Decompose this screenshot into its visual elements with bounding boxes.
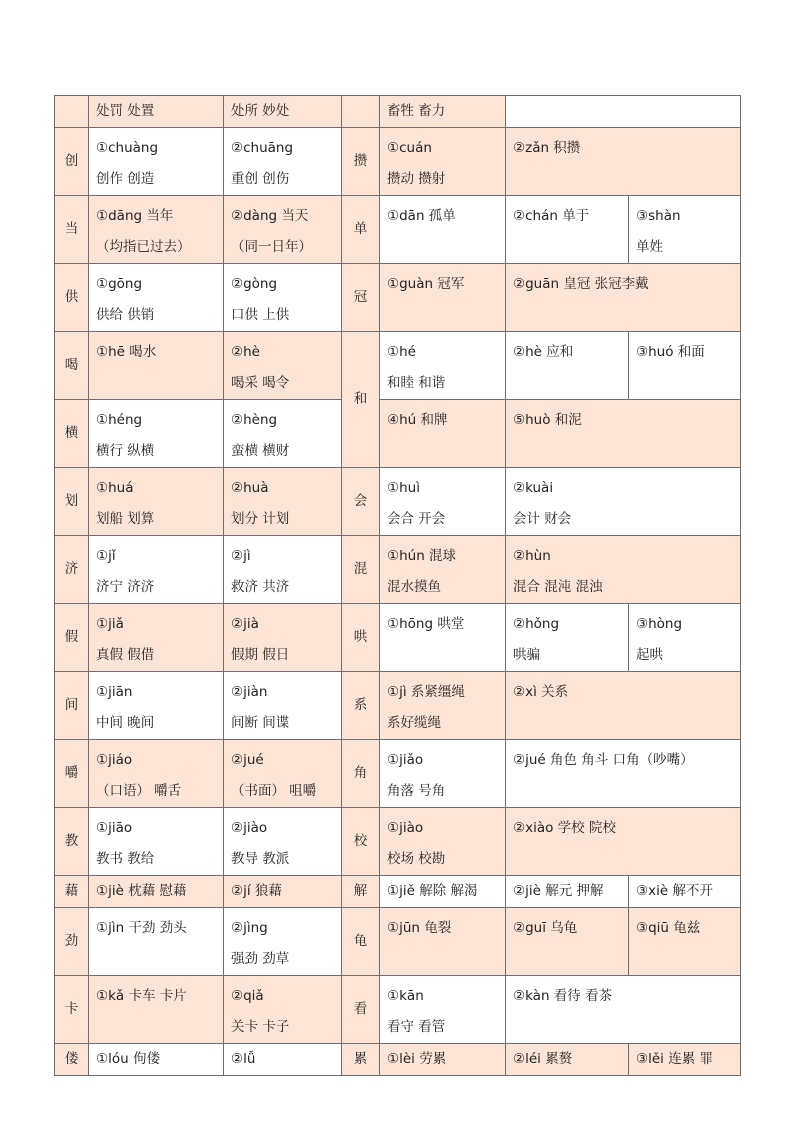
headword-cell: 龟 xyxy=(342,908,380,976)
reading-line: ②jiàn xyxy=(231,684,268,700)
reading-line: ①héng xyxy=(96,412,143,428)
reading-cell xyxy=(380,468,506,536)
reading-cell xyxy=(380,808,506,876)
reading-line: 创作 创造 xyxy=(96,171,155,187)
reading-line: ②jià xyxy=(231,616,259,632)
reading-line: ②chuāng xyxy=(231,140,294,156)
reading-line: ①jiè 枕藉 慰藉 xyxy=(96,883,187,899)
reading-line: ①jiāo xyxy=(96,820,133,836)
reading-cell xyxy=(380,1044,506,1076)
reading-cell xyxy=(224,604,342,672)
headword-cell: 假 xyxy=(55,604,89,672)
reading-line: ③lěi 连累 罪 xyxy=(636,1051,713,1067)
reading-line: 混水摸鱼 xyxy=(387,579,441,595)
reading-line: ②guān 皇冠 张冠李戴 xyxy=(513,276,649,292)
reading-cell xyxy=(224,740,342,808)
reading-cell xyxy=(224,808,342,876)
reading-cell xyxy=(506,604,629,672)
reading-line: ②lǚ xyxy=(231,1051,256,1067)
headword-cell: 哄 xyxy=(342,604,380,672)
reading-line: ②xì 关系 xyxy=(513,684,569,700)
table-row xyxy=(55,908,741,976)
reading-line: 假期 假日 xyxy=(231,647,290,663)
reading-cell xyxy=(629,876,741,908)
reading-line: ②hè xyxy=(231,344,260,360)
reading-cell xyxy=(380,96,506,128)
reading-line: ①jiào xyxy=(387,820,424,836)
reading-line: 畜牲 畜力 xyxy=(387,103,446,119)
headword-cell: 间 xyxy=(55,672,89,740)
table-row xyxy=(55,740,741,808)
reading-line: 处所 妙处 xyxy=(231,103,290,119)
reading-line: ①kān xyxy=(387,988,424,1004)
headword-cell: 角 xyxy=(342,740,380,808)
reading-line: 真假 假借 xyxy=(96,647,155,663)
table-row xyxy=(55,264,741,332)
headword-cell: 看 xyxy=(342,976,380,1044)
reading-line: 蛮横 横财 xyxy=(231,443,290,459)
reading-line: ①jiǎo xyxy=(387,752,424,768)
headword-cell: 教 xyxy=(55,808,89,876)
reading-line: 划分 计划 xyxy=(231,511,290,527)
headword-cell: 创 xyxy=(55,128,89,196)
reading-cell xyxy=(89,264,224,332)
headword-cell: 划 xyxy=(55,468,89,536)
reading-line: 喝采 喝令 xyxy=(231,375,290,391)
reading-cell xyxy=(89,468,224,536)
reading-line: ④hú 和牌 xyxy=(387,412,448,428)
headword-cell: 系 xyxy=(342,672,380,740)
reading-cell xyxy=(89,908,224,976)
reading-line: 起哄 xyxy=(636,647,663,663)
reading-cell xyxy=(380,536,506,604)
reading-line: ③qiū 龟兹 xyxy=(636,920,701,936)
reading-line: ①huá xyxy=(96,480,134,496)
reading-cell xyxy=(506,96,741,128)
reading-line: ①dāng 当年 xyxy=(96,208,174,224)
reading-cell xyxy=(380,196,506,264)
reading-line: ②gòng xyxy=(231,276,278,292)
reading-line: ①lóu 佝偻 xyxy=(96,1051,160,1067)
reading-line: 会合 开会 xyxy=(387,511,446,527)
reading-line: 中间 晚间 xyxy=(96,715,155,731)
reading-line: ①huì xyxy=(387,480,420,496)
reading-cell xyxy=(506,196,629,264)
headword-cell: 单 xyxy=(342,196,380,264)
headword-cell: 偻 xyxy=(55,1044,89,1076)
reading-line: ②jué 角色 角斗 口角（吵嘴） xyxy=(513,752,694,768)
reading-cell xyxy=(89,672,224,740)
reading-line: 强劲 劲草 xyxy=(231,951,290,967)
reading-cell xyxy=(224,332,342,400)
table-row xyxy=(55,536,741,604)
reading-cell xyxy=(224,876,342,908)
reading-cell xyxy=(629,604,741,672)
reading-cell xyxy=(380,332,506,400)
reading-line: 间断 间谍 xyxy=(231,715,290,731)
table-row xyxy=(55,604,741,672)
reading-cell xyxy=(224,96,342,128)
reading-line: ①kǎ 卡车 卡片 xyxy=(96,988,187,1004)
headword-cell: 横 xyxy=(55,400,89,468)
reading-cell xyxy=(224,1044,342,1076)
reading-cell xyxy=(506,672,741,740)
table-row xyxy=(55,672,741,740)
reading-cell xyxy=(224,908,342,976)
reading-cell xyxy=(380,908,506,976)
table-row xyxy=(55,96,741,128)
reading-cell xyxy=(89,400,224,468)
reading-cell xyxy=(506,264,741,332)
reading-line: ①chuàng xyxy=(96,140,159,156)
table-row xyxy=(55,332,741,400)
reading-line: ②jiào xyxy=(231,820,268,836)
reading-line: ②hǒng xyxy=(513,616,560,632)
reading-cell xyxy=(89,808,224,876)
reading-line: 混合 混沌 混浊 xyxy=(513,579,603,595)
reading-line: 系好缆绳 xyxy=(387,715,441,731)
reading-line: 横行 纵横 xyxy=(96,443,155,459)
reading-line: ③xiè 解不开 xyxy=(636,883,713,899)
headword-cell: 劲 xyxy=(55,908,89,976)
reading-line: ①hōng 哄堂 xyxy=(387,616,465,632)
reading-line: ②kuài xyxy=(513,480,554,496)
table-row xyxy=(55,976,741,1044)
reading-line: 会计 财会 xyxy=(513,511,572,527)
headword-cell: 供 xyxy=(55,264,89,332)
table-row xyxy=(55,876,741,908)
reading-line: ①gōng xyxy=(96,276,143,292)
reading-line: ②hè 应和 xyxy=(513,344,574,360)
reading-cell xyxy=(224,400,342,468)
reading-cell xyxy=(629,196,741,264)
reading-line: （口语） 嚼舌 xyxy=(96,783,182,799)
reading-line: 供给 供销 xyxy=(96,307,155,323)
reading-line: ②kàn 看待 看茶 xyxy=(513,988,613,1004)
reading-line: 口供 上供 xyxy=(231,307,290,323)
reading-line: ②dàng 当天 xyxy=(231,208,309,224)
reading-cell xyxy=(380,264,506,332)
reading-cell xyxy=(506,740,741,808)
reading-line: ②hèng xyxy=(231,412,278,428)
reading-line: ③shàn xyxy=(636,208,681,224)
headword-cell: 济 xyxy=(55,536,89,604)
reading-line: （均指已过去） xyxy=(96,239,191,255)
reading-line: ②jì xyxy=(231,548,251,564)
reading-line: ①hún 混球 xyxy=(387,548,457,564)
reading-cell xyxy=(506,400,741,468)
reading-line: 看守 看管 xyxy=(387,1019,446,1035)
reading-line: ①jiǎ xyxy=(96,616,124,632)
reading-line: ①hé xyxy=(387,344,416,360)
reading-line: ①jiáo xyxy=(96,752,133,768)
reading-cell xyxy=(506,128,741,196)
reading-line: ①jì 系紧缰绳 xyxy=(387,684,465,700)
reading-line: （书面） 咀嚼 xyxy=(231,783,317,799)
reading-cell xyxy=(89,128,224,196)
reading-cell xyxy=(506,1044,629,1076)
reading-line: ②léi 累赘 xyxy=(513,1051,573,1067)
reading-line: ①lèi 劳累 xyxy=(387,1051,447,1067)
reading-cell xyxy=(224,128,342,196)
reading-line: 关卡 卡子 xyxy=(231,1019,290,1035)
reading-line: ②chán 单于 xyxy=(513,208,590,224)
reading-cell xyxy=(89,332,224,400)
headword-cell: 校 xyxy=(342,808,380,876)
reading-line: ①hē 喝水 xyxy=(96,344,157,360)
reading-cell xyxy=(380,672,506,740)
reading-line: 教导 教派 xyxy=(231,851,290,867)
reading-line: ②jìng xyxy=(231,920,268,936)
reading-cell xyxy=(380,740,506,808)
reading-cell xyxy=(224,976,342,1044)
reading-cell xyxy=(224,264,342,332)
headword-cell: 嚼 xyxy=(55,740,89,808)
reading-line: ②zǎn 积攒 xyxy=(513,140,581,156)
reading-cell xyxy=(89,876,224,908)
reading-cell xyxy=(380,876,506,908)
table-row xyxy=(55,128,741,196)
reading-cell xyxy=(380,400,506,468)
reading-cell xyxy=(224,672,342,740)
reading-cell xyxy=(506,976,741,1044)
reading-cell xyxy=(506,536,741,604)
headword-cell: 冠 xyxy=(342,264,380,332)
reading-line: 济宁 济济 xyxy=(96,579,155,595)
headword-cell xyxy=(55,96,89,128)
headword-cell: 攒 xyxy=(342,128,380,196)
reading-cell xyxy=(89,196,224,264)
reading-line: 攒动 攒射 xyxy=(387,171,446,187)
headword-cell: 解 xyxy=(342,876,380,908)
headword-cell: 喝 xyxy=(55,332,89,400)
reading-line: 处罚 处置 xyxy=(96,103,155,119)
reading-cell xyxy=(89,976,224,1044)
reading-line: 划船 划算 xyxy=(96,511,155,527)
reading-line: 教书 教给 xyxy=(96,851,155,867)
reading-line: ②guī 乌龟 xyxy=(513,920,578,936)
polyphone-table xyxy=(54,95,741,1076)
reading-cell xyxy=(89,536,224,604)
headword-cell: 和 xyxy=(342,332,380,468)
reading-line: （同一日年） xyxy=(231,239,312,255)
table-row xyxy=(55,468,741,536)
reading-cell xyxy=(629,332,741,400)
reading-line: ②qiǎ xyxy=(231,988,264,1004)
reading-line: 和睦 和谐 xyxy=(387,375,446,391)
headword-cell xyxy=(342,96,380,128)
reading-cell xyxy=(89,740,224,808)
reading-cell xyxy=(89,604,224,672)
table-row xyxy=(55,400,741,468)
reading-line: ②huà xyxy=(231,480,269,496)
reading-cell xyxy=(380,604,506,672)
headword-cell: 卡 xyxy=(55,976,89,1044)
reading-line: ⑤huò 和泥 xyxy=(513,412,582,428)
reading-line: ①jiě 解除 解渴 xyxy=(387,883,478,899)
reading-line: ①cuán xyxy=(387,140,432,156)
table-row xyxy=(55,808,741,876)
reading-cell xyxy=(224,196,342,264)
reading-cell xyxy=(506,876,629,908)
reading-line: 角落 号角 xyxy=(387,783,446,799)
reading-line: ②jí 狼藉 xyxy=(231,883,282,899)
reading-line: 重创 创伤 xyxy=(231,171,290,187)
reading-cell xyxy=(89,96,224,128)
reading-line: ①jūn 龟裂 xyxy=(387,920,452,936)
reading-cell xyxy=(506,332,629,400)
reading-cell xyxy=(89,1044,224,1076)
headword-cell: 混 xyxy=(342,536,380,604)
table-row xyxy=(55,196,741,264)
reading-line: 哄骗 xyxy=(513,647,540,663)
reading-line: ①jìn 干劲 劲头 xyxy=(96,920,187,936)
reading-line: ①jiān xyxy=(96,684,133,700)
headword-cell: 会 xyxy=(342,468,380,536)
reading-cell xyxy=(380,976,506,1044)
reading-cell xyxy=(629,1044,741,1076)
reading-cell xyxy=(506,808,741,876)
headword-cell: 藉 xyxy=(55,876,89,908)
reading-cell xyxy=(224,536,342,604)
reading-cell xyxy=(224,468,342,536)
reading-line: ①dān 孤单 xyxy=(387,208,456,224)
reading-line: ②xiào 学校 院校 xyxy=(513,820,616,836)
reading-cell xyxy=(506,468,741,536)
reading-line: 单姓 xyxy=(636,239,663,255)
reading-line: ③hòng xyxy=(636,616,683,632)
headword-cell: 累 xyxy=(342,1044,380,1076)
reading-line: 救济 共济 xyxy=(231,579,290,595)
reading-line: 校场 校勘 xyxy=(387,851,446,867)
reading-line: ①guàn 冠军 xyxy=(387,276,465,292)
reading-cell xyxy=(380,128,506,196)
headword-cell: 当 xyxy=(55,196,89,264)
table-row xyxy=(55,1044,741,1076)
reading-cell xyxy=(629,908,741,976)
table-body xyxy=(55,96,741,1076)
reading-line: ②jué xyxy=(231,752,264,768)
reading-cell xyxy=(506,908,629,976)
reading-line: ②jiè 解元 押解 xyxy=(513,883,604,899)
reading-line: ③huó 和面 xyxy=(636,344,705,360)
reading-line: ②hùn xyxy=(513,548,551,564)
reading-line: ①jǐ xyxy=(96,548,116,564)
